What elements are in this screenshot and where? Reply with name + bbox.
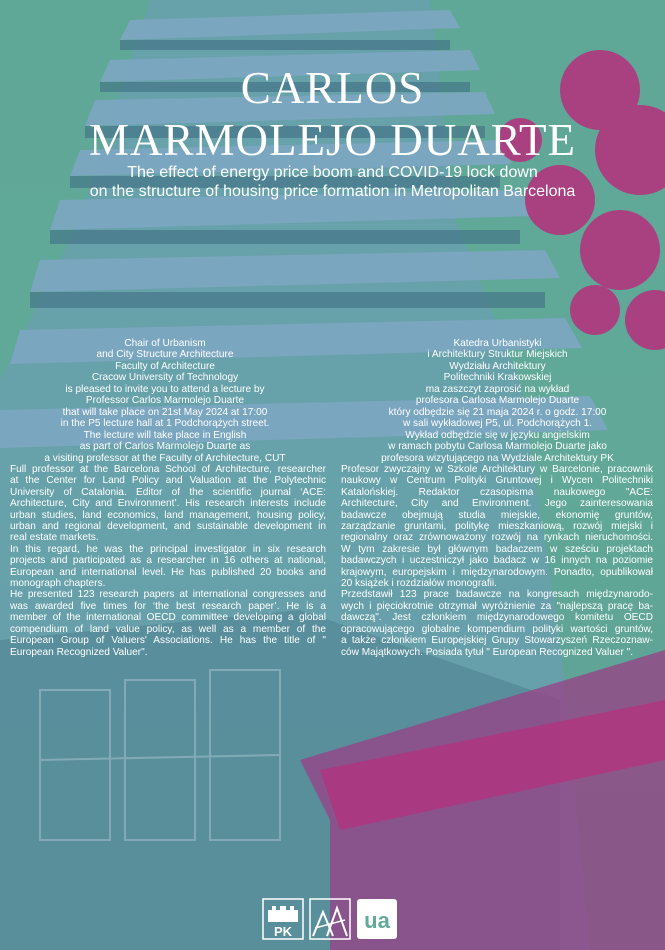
bio-line: Architecture, City and Environment’. His research interests include <box>10 498 326 510</box>
svg-text:PK: PK <box>273 924 293 939</box>
logo-row <box>262 898 398 942</box>
biography-english <box>10 464 326 658</box>
invitation-line: Wydziału Architektury <box>449 360 546 372</box>
bio-line: Katalońskiej. Redaktor czasopisma naukowego "ACE: <box>341 486 653 498</box>
invitation-english <box>10 338 320 464</box>
title-first-name: CARLOS <box>240 63 425 113</box>
invitation-line: profesora Carlosa Marmolejo Duarte <box>415 395 580 407</box>
bio-line: was awarded five times for ‘the best research paper’. He is a <box>10 600 326 612</box>
bio-line: opracowującego globalne kompendium polityki wartości gruntów, <box>341 623 653 635</box>
bio-line: W tym zakresie był głównym badaczem w sześciu projektach <box>341 543 653 555</box>
bio-line: European Recognized Valuer". <box>10 646 148 658</box>
bio-line: Full professor at the Barcelona School of Architecture, researcher <box>10 464 326 475</box>
bio-line: In this regard, he was the principal investigator in six research <box>10 543 326 555</box>
lecture-title-line-1: The effect of energy price boom and COVID-19 lock down <box>127 164 538 181</box>
invitation-line: is pleased to invite you to attend a lecture by <box>65 383 265 395</box>
invitation-line: The lecture will take place in English <box>83 429 247 441</box>
invitation-line: profesora wizytującego na Wydziale Architektury PK <box>381 452 614 464</box>
invitation-line: in the P5 lecture hall at 1 Podchorążych street. <box>60 418 270 430</box>
svg-text:ua: ua <box>364 908 390 933</box>
bio-line: European Group of Valuers' Associations. He has the title of " <box>10 635 326 647</box>
bio-line: Architecture, City and Environment. Jego zainteresowania <box>341 498 653 510</box>
invitation-polish <box>335 338 660 464</box>
bio-line: European and international level. He has published 20 books and <box>10 566 326 578</box>
bio-line: Przedstawił 123 prace badawcze na kongresach międzynarodo- <box>341 589 653 601</box>
invitation-line: w sali wykładowej P5, ul. Podchorążych 1. <box>402 418 593 430</box>
invitation-line: Katedra Urbanistyki <box>453 338 542 349</box>
bio-line: ców Majątkowych. Posiada tytuł " European Recognized Valuer ". <box>341 646 633 658</box>
pk-university-logo <box>262 898 304 940</box>
bio-line: compendium of land value policy, as well as a member of the <box>10 623 326 635</box>
faculty-architecture-logo <box>309 898 351 940</box>
title-last-name: MARMOLEJO DUARTE <box>88 115 577 165</box>
bio-line: urban studies, land economics, land management, housing policy, <box>10 509 326 521</box>
bio-line: monograph chapters. <box>10 578 106 590</box>
bio-line: projects and participated as a researcher in 16 others at national, <box>10 555 326 567</box>
bio-line: He presented 123 research papers at international congresses and <box>10 589 326 601</box>
invitation-line: Cracow University of Technology <box>91 372 239 384</box>
invitation-line: Politechniki Krakowskiej <box>443 372 552 384</box>
invitation-line: i Architektury Struktur Miejskich <box>427 349 568 361</box>
invitation-line: w ramach pobytu Carlosa Marmolejo Duarte jako <box>388 441 607 453</box>
invitation-line: Chair of Urbanism <box>124 338 206 349</box>
bio-line: naukowy w Centrum Polityki Gruntowej i Wycen Politechniki <box>341 475 653 487</box>
invitation-line: Wykład odbędzie się w języku angielskim <box>405 429 590 441</box>
bio-line: krajowym, europejskim i międzynarodowym. Ponadto, opublikował <box>341 566 653 578</box>
bio-line: real estate markets. <box>10 532 99 544</box>
bio-line: zarządzanie gruntami, politykę mieszkaniową, rozwój miejski i <box>341 521 653 533</box>
invitation-line: który odbędzie się 21 maja 2024 r. o godz. 17:00 <box>388 406 607 418</box>
bio-line: member of the international OECD committee developing a global <box>10 612 326 624</box>
invitation-line: a visiting professor at the Faculty of Architecture, CUT <box>44 452 286 464</box>
bio-line: Profesor zwyczajny w Szkole Architektury w Barcelonie, pracownik <box>341 464 653 475</box>
invitation-line: and City Structure Architecture <box>96 349 234 361</box>
bio-line: dawczą". Jest członkiem międzynarodowego komitetu OECD <box>341 612 653 624</box>
biography-polish <box>341 464 653 658</box>
lecture-title-line-2: on the structure of housing price formation in Metropolitan Barcelona <box>89 183 576 200</box>
invitation-line: Faculty of Architecture <box>115 360 215 372</box>
invitation-line: Professor Carlos Marmolejo Duarte <box>85 395 245 407</box>
bio-line: badawczych i uczestniczył jako badacz w 16 innych na poziomie <box>341 555 653 567</box>
invitation-line: that will take place on 21st May 2024 at 17:00 <box>62 406 268 418</box>
bio-line: badawcze obejmują studia miejskie, ekonomię gruntów, <box>341 509 653 521</box>
bio-line: 20 książek i rozdziałów monografii. <box>341 578 497 590</box>
bio-line: wych i pięciokrotnie otrzymał wyróżnienie za "najlepszą pracę ba- <box>341 600 653 612</box>
invitation-line: as part of Carlos Marmolejo Duarte as <box>79 441 251 453</box>
invitation-line: ma zaszczyt zaprosić na wykład <box>425 383 570 395</box>
bio-line: University of Catalonia. Editor of the scientific journal ‘ACE: <box>10 486 326 498</box>
bio-line: at the Center for Land Policy and Valuation at the Polytechnic <box>10 475 326 487</box>
bio-line: regionalny oraz zrównoważony rozwój na rynkach nieruchomości. <box>341 532 653 544</box>
bio-line: a także członkiem Europejskiej Grupy Stowarzyszeń Rzeczoznaw- <box>341 635 653 647</box>
ua-logo <box>356 898 398 940</box>
bio-line: urban and regional development, and sustainable development in <box>10 521 326 533</box>
